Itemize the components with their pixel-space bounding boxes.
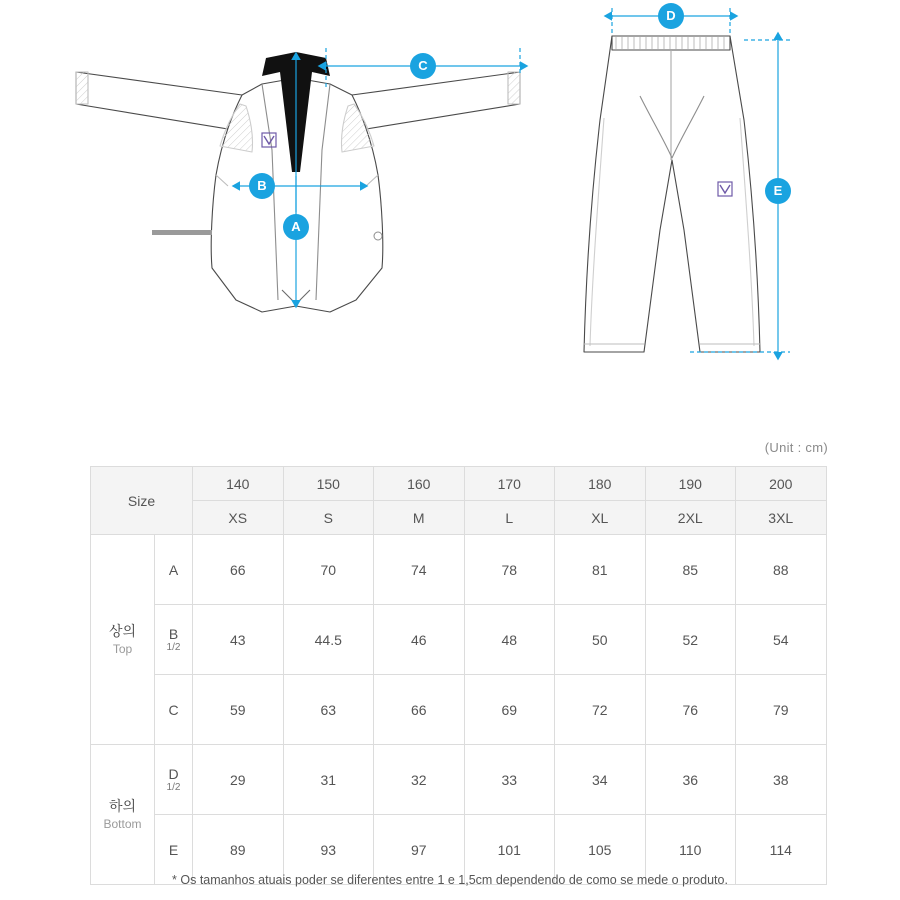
group-label-top [91,535,155,745]
cell-e-xs: 89 [193,815,284,885]
cell-e-xl: 105 [555,815,646,885]
cell-c-xs: 59 [193,675,284,745]
cell-e-m: 97 [374,815,465,885]
cell-e-2xl: 110 [645,815,736,885]
cell-a-xl: 81 [555,535,646,605]
cell-a-l: 78 [464,535,555,605]
footnote: * Os tamanhos atuais poder se diferentes entre 1 e 1,5cm dependendo de como se mede o produto. [172,873,728,887]
size-numeric-170: 170 [464,467,555,501]
cell-a-m: 74 [374,535,465,605]
cell-b-2xl: 52 [645,605,736,675]
size-table-container [90,466,826,885]
size-numeric-150: 150 [283,467,374,501]
cell-d-xs: 29 [193,745,284,815]
garment-diagram [0,0,900,420]
cell-b-l: 48 [464,605,555,675]
cell-e-s: 93 [283,815,374,885]
size-header-label: Size [91,467,193,535]
table-row [91,745,827,815]
cell-c-m: 66 [374,675,465,745]
cell-b-3xl: 54 [736,605,827,675]
size-letter-3xl: 3XL [736,501,827,535]
cell-b-m: 46 [374,605,465,675]
dimension-badge-d: D [658,3,684,29]
jacket-belt [152,230,212,235]
size-letter-l: L [464,501,555,535]
cell-c-l: 69 [464,675,555,745]
table-row [91,675,827,745]
dimension-badge-b: B [249,173,275,199]
size-numeric-200: 200 [736,467,827,501]
unit-label: (Unit : cm) [764,440,828,455]
dimension-badge-c: C [410,53,436,79]
cell-b-s: 44.5 [283,605,374,675]
cell-b-xl: 50 [555,605,646,675]
group-label-bottom-ko: 하의 [108,797,137,814]
size-numeric-160: 160 [374,467,465,501]
cell-d-3xl: 38 [736,745,827,815]
group-label-top-ko: 상의 [108,622,137,639]
table-header-letter-row [91,501,827,535]
measure-code-c [155,675,193,745]
table-header-numeric-row [91,467,827,501]
measure-code-d-letter: D [168,766,179,782]
size-numeric-190: 190 [645,467,736,501]
group-label-bottom [91,745,155,885]
cell-c-2xl: 76 [645,675,736,745]
table-row [91,605,827,675]
cell-c-3xl: 79 [736,675,827,745]
size-letter-m: M [374,501,465,535]
table-row [91,535,827,605]
measure-code-b [155,605,193,675]
cell-a-3xl: 88 [736,535,827,605]
cell-b-xs: 43 [193,605,284,675]
measure-code-b-fraction: 1/2 [166,642,181,653]
group-label-top-en: Top [112,641,133,656]
measure-code-b-letter: B [168,626,179,642]
cell-e-3xl: 114 [736,815,827,885]
dimension-badge-e: E [765,178,791,204]
cell-d-m: 32 [374,745,465,815]
diagram-svg [0,0,900,420]
cell-d-l: 33 [464,745,555,815]
cell-c-s: 63 [283,675,374,745]
size-numeric-140: 140 [193,467,284,501]
cell-d-s: 31 [283,745,374,815]
size-table [90,466,827,885]
cell-d-xl: 34 [555,745,646,815]
size-numeric-180: 180 [555,467,646,501]
measure-code-a [155,535,193,605]
cell-c-xl: 72 [555,675,646,745]
cell-a-xs: 66 [193,535,284,605]
size-letter-xs: XS [193,501,284,535]
pants-outline [584,36,760,352]
size-letter-s: S [283,501,374,535]
size-letter-xl: XL [555,501,646,535]
cell-d-2xl: 36 [645,745,736,815]
dimension-badge-a: A [283,214,309,240]
measure-code-a-letter: A [168,561,179,578]
measure-code-d [155,745,193,815]
cell-a-2xl: 85 [645,535,736,605]
measure-code-c-letter: C [168,701,179,718]
size-letter-2xl: 2XL [645,501,736,535]
cell-a-s: 70 [283,535,374,605]
measure-code-e-letter: E [168,841,179,858]
measure-code-d-fraction: 1/2 [166,782,181,793]
cell-e-l: 101 [464,815,555,885]
group-label-bottom-en: Bottom [103,816,142,831]
